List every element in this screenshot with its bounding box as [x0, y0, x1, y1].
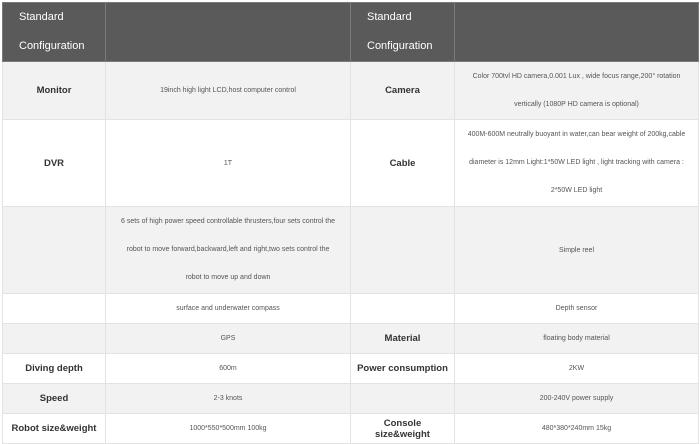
row-value: GPS [106, 324, 351, 354]
table-header-row [3, 3, 699, 62]
header-standard-configuration-left [3, 3, 106, 62]
value-line: 6 sets of high power speed controllable thrusters,four sets control the [120, 218, 335, 225]
header-blank-cell [106, 3, 351, 62]
table-row [3, 207, 699, 294]
value-line: robot to move up and down [185, 274, 271, 281]
row-value: 200-240V power supply [455, 384, 699, 414]
row-value: floating body material [455, 324, 699, 354]
row-value: 1000*550*500mm 100kg [106, 414, 351, 444]
row-value [455, 62, 699, 120]
table-row [3, 120, 699, 207]
row-value: 19inch high light LCD,host computer control [106, 62, 351, 120]
header-text: Configuration [19, 40, 85, 52]
row-value: Simple reel [455, 207, 699, 294]
row-label: Material [351, 324, 455, 354]
row-label: DVR [3, 120, 106, 207]
value-line: 400M-600M neutrally buoyant in water,can bear weight of 200kg,cable [467, 131, 686, 138]
row-value: 480*380*240mm 15kg [455, 414, 699, 444]
specification-table [2, 2, 699, 444]
table-row [3, 324, 699, 354]
value-line: diameter is 12mm Light:1*50W LED light , light tracking with camera : [469, 159, 684, 166]
row-value [106, 207, 351, 294]
row-label [3, 207, 106, 294]
value-line: 2*50W LED light [550, 187, 603, 194]
row-label: Camera [351, 62, 455, 120]
row-label: Diving depth [3, 354, 106, 384]
value-line: Color 700tvl HD camera,0.001 Lux , wide focus range,200° rotation [472, 72, 681, 80]
table-row [3, 294, 699, 324]
table-row [3, 384, 699, 414]
row-value: 600m [106, 354, 351, 384]
row-value: 2KW [455, 354, 699, 384]
header-text: Standard [19, 11, 64, 23]
row-value: 1T [106, 120, 351, 207]
row-value [455, 120, 699, 207]
header-text: Configuration [367, 40, 433, 52]
row-value: 2-3 knots [106, 384, 351, 414]
row-label [3, 294, 106, 324]
value-line: robot to move forward,backward,left and right,two sets control the [126, 246, 330, 253]
row-label [3, 324, 106, 354]
header-standard-configuration-right [351, 3, 455, 62]
row-value: surface and underwater compass [106, 294, 351, 324]
table-row [3, 414, 699, 444]
row-label: Console size&weight [351, 414, 455, 444]
row-label: Robot size&weight [3, 414, 106, 444]
row-label: Speed [3, 384, 106, 414]
table-row [3, 354, 699, 384]
row-label: Monitor [3, 62, 106, 120]
header-blank-cell [455, 3, 699, 62]
row-label [351, 207, 455, 294]
value-line: vertically (1080P HD camera is optional) [514, 100, 639, 108]
row-label: Power consumption [351, 354, 455, 384]
row-label [351, 384, 455, 414]
row-value: Depth sensor [455, 294, 699, 324]
row-label: Cable [351, 120, 455, 207]
row-label [351, 294, 455, 324]
header-text: Standard [367, 11, 412, 23]
table-row [3, 62, 699, 120]
